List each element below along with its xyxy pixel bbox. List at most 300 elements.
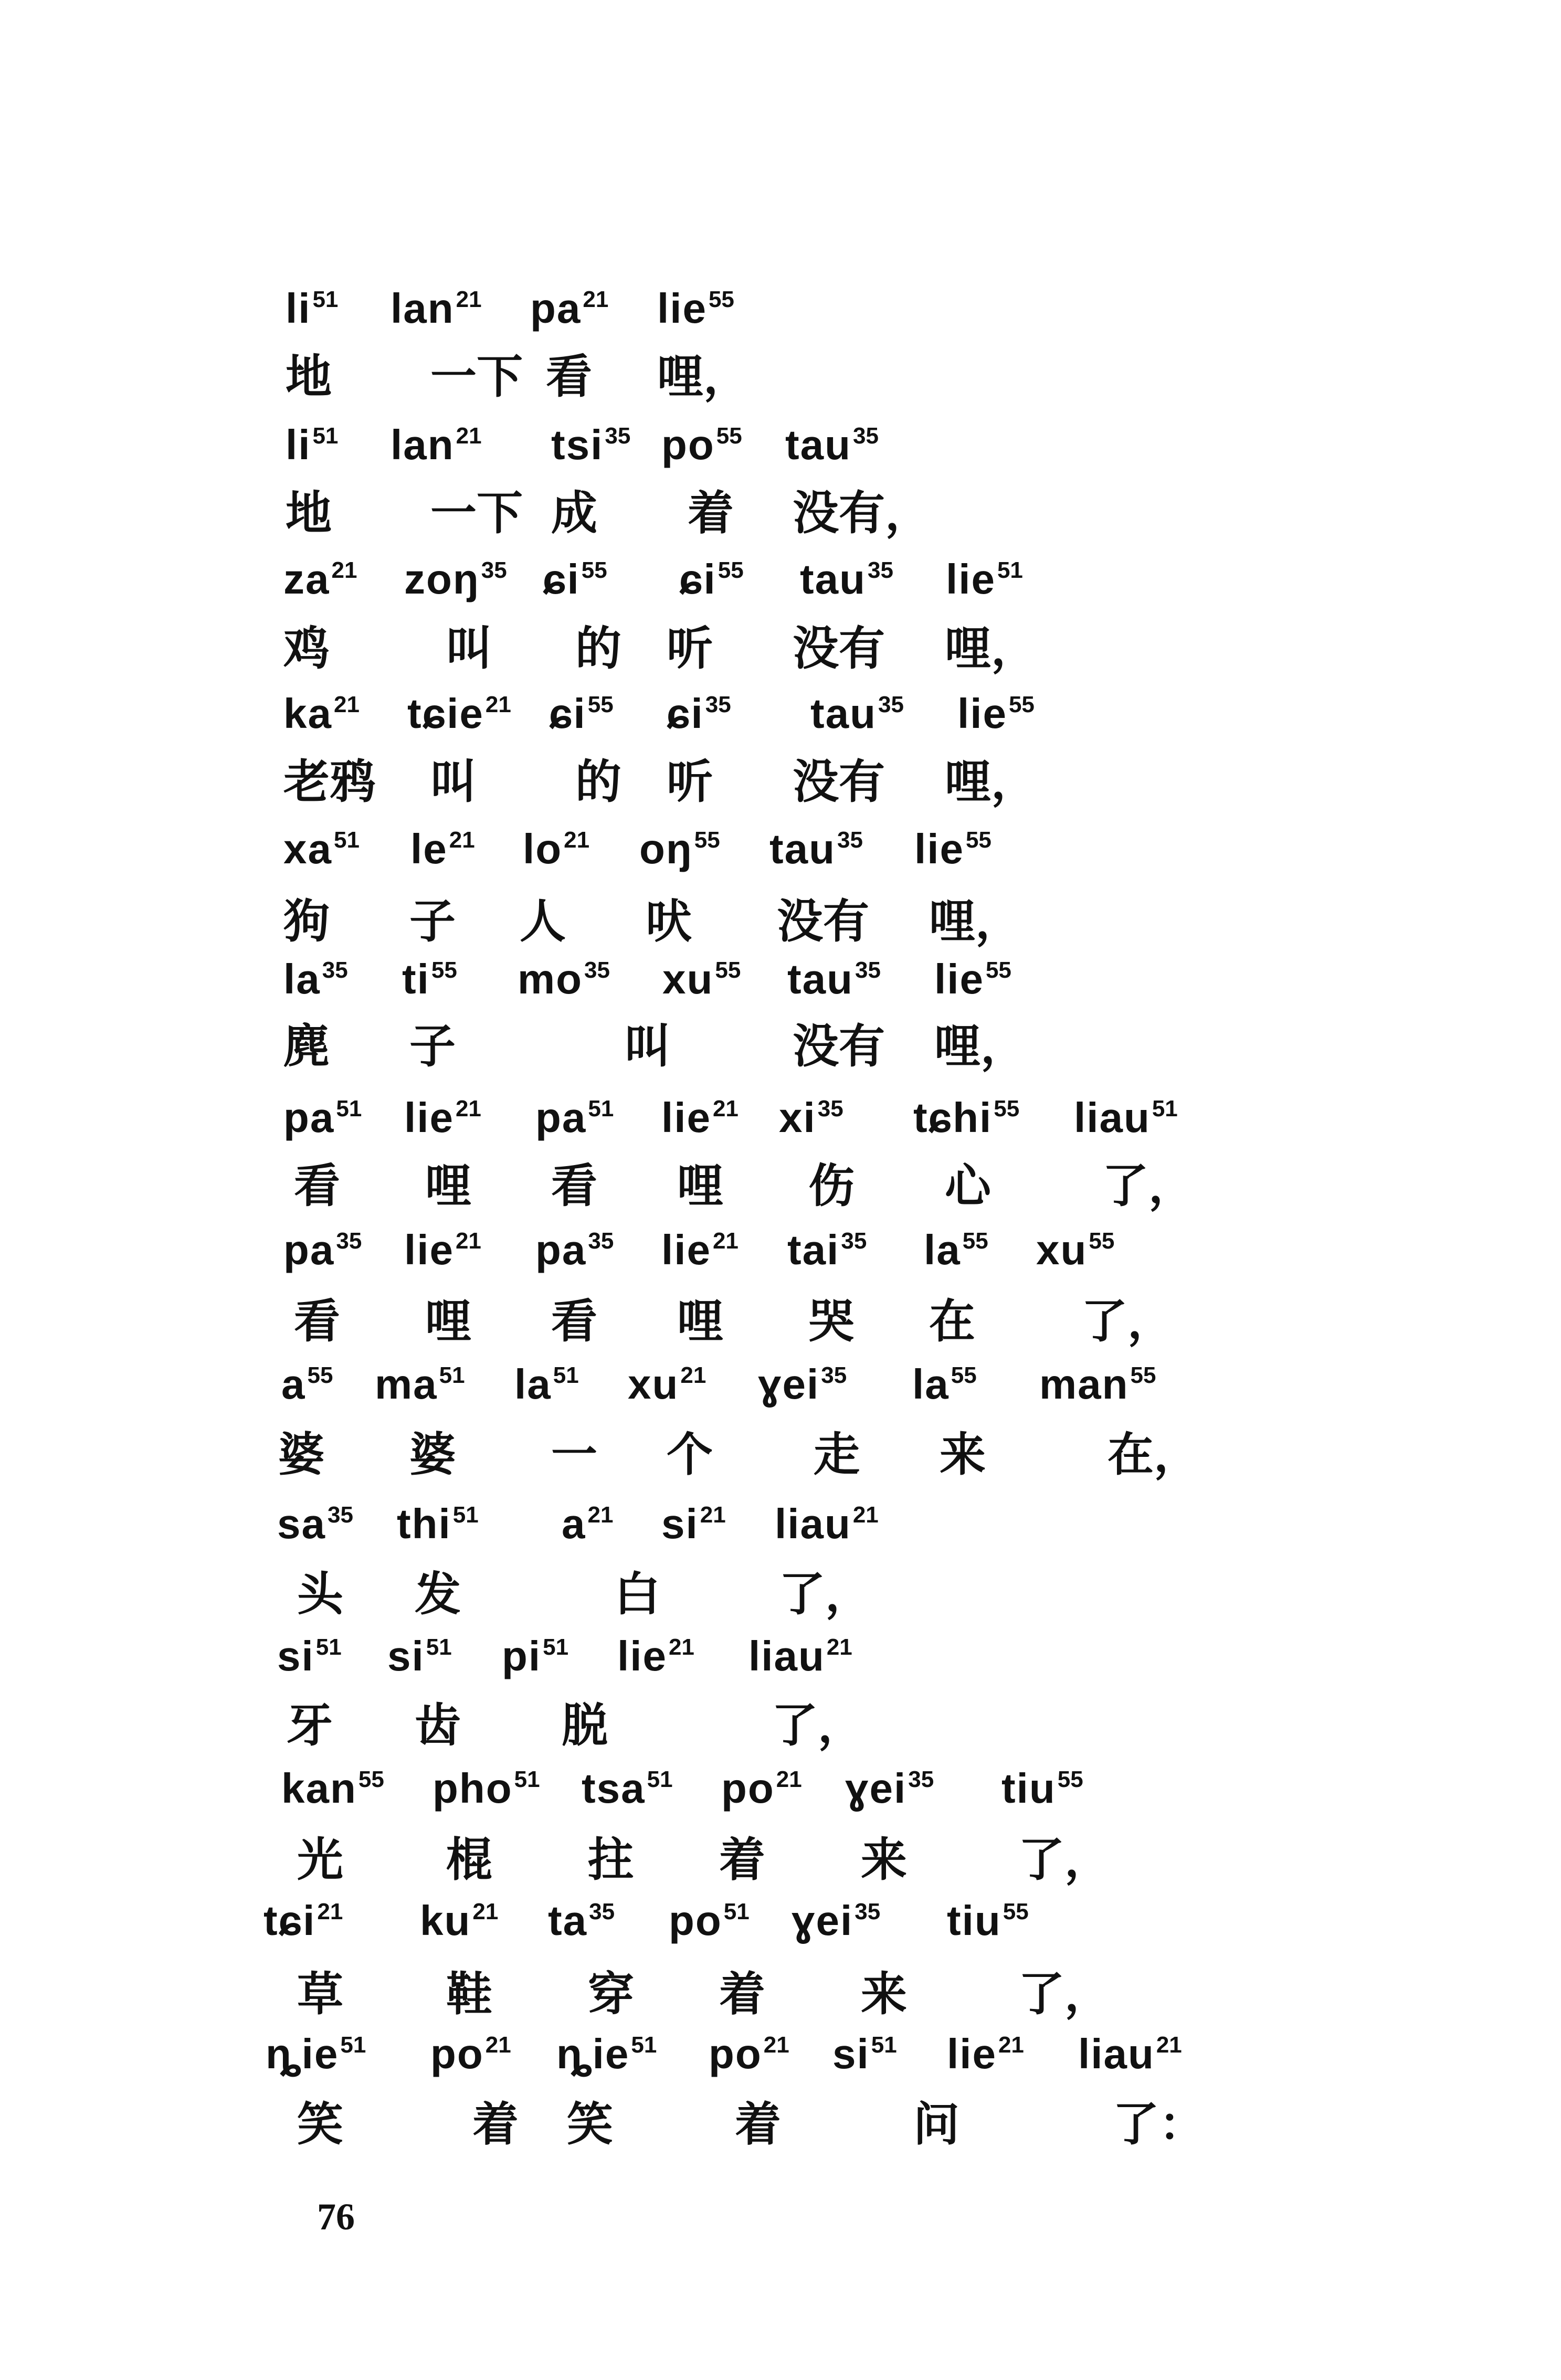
phonetic-syllable	[391, 285, 482, 332]
syllable-base: oŋ	[639, 826, 693, 872]
phonetic-syllable	[1078, 2030, 1182, 2077]
tone-number: 21	[583, 287, 609, 312]
gloss-word: 哩，	[945, 621, 1038, 675]
syllable-base: tɕhi	[913, 1094, 993, 1141]
syllable-base: ȵie	[266, 2030, 339, 2077]
phonetic-syllable	[430, 2030, 511, 2077]
tone-number: 51	[543, 1634, 569, 1660]
gloss-word: 没有	[793, 621, 885, 675]
gloss-word: 婆	[409, 1427, 456, 1482]
phonetic-syllable	[283, 690, 360, 737]
gloss-word: 看	[294, 1159, 341, 1213]
syllable-base: lie	[661, 1226, 711, 1273]
gloss-word: 哩，	[945, 755, 1038, 809]
syllable-base: sa	[277, 1500, 326, 1547]
tone-number: 21	[700, 1502, 726, 1528]
syllable-base: liau	[748, 1633, 825, 1679]
phonetic-syllable	[283, 1226, 362, 1273]
syllable-base: la	[924, 1226, 961, 1273]
phonetic-syllable	[266, 2030, 366, 2077]
syllable-base: po	[661, 421, 715, 468]
phonetic-syllable	[661, 421, 742, 468]
gloss-word: 着	[472, 2097, 519, 2151]
phonetic-syllable	[514, 1361, 579, 1408]
syllable-base: ti	[402, 956, 430, 1002]
gloss-word: 哩	[425, 1294, 472, 1348]
phonetic-line	[0, 690, 1561, 761]
gloss-word: 叫	[430, 755, 477, 809]
syllable-base: si	[277, 1633, 314, 1679]
gloss-word: 伤	[808, 1159, 855, 1213]
phonetic-syllable	[549, 690, 614, 737]
tone-number: 51	[452, 1502, 479, 1528]
syllable-base: lan	[391, 421, 455, 468]
gloss-word: 了：	[1113, 2097, 1206, 2151]
tone-number: 55	[694, 827, 720, 853]
tone-number: 35	[322, 957, 348, 983]
gloss-word: 的	[575, 755, 622, 809]
phonetic-syllable	[404, 558, 507, 600]
phonetic-syllable	[785, 421, 879, 468]
tone-number: 51	[336, 1096, 362, 1122]
gloss-word: 子	[409, 894, 456, 948]
syllable-base: lie	[617, 1633, 667, 1679]
syllable-base: ma	[375, 1361, 438, 1408]
syllable-base: tsi	[551, 421, 604, 468]
phonetic-syllable	[502, 1635, 568, 1677]
tone-number: 35	[605, 423, 631, 449]
gloss-word: 哩，	[929, 894, 1022, 948]
gloss-word: 吠	[646, 894, 692, 948]
phonetic-syllable	[523, 828, 589, 870]
syllable-base: tau	[785, 421, 851, 468]
tone-number: 21	[680, 1362, 706, 1388]
tone-number: 55	[1057, 1767, 1083, 1792]
syllable-base: tsa	[582, 1765, 646, 1812]
phonetic-syllable	[709, 2030, 789, 2077]
syllable-base: ɣei	[758, 1361, 820, 1408]
phonetic-syllable	[661, 1500, 726, 1547]
tone-number: 35	[821, 1362, 847, 1388]
syllable-base: lie	[957, 690, 1007, 737]
syllable-base: pa	[283, 1226, 335, 1273]
gloss-word: 了，	[1018, 1833, 1111, 1887]
phonetic-syllable	[263, 1897, 343, 1944]
gloss-line	[0, 350, 1561, 422]
tone-number: 55	[431, 957, 457, 983]
gloss-line	[0, 486, 1561, 558]
gloss-word: 成	[551, 486, 598, 540]
phonetic-syllable	[543, 558, 607, 600]
syllable-base: ka	[283, 690, 332, 737]
syllable-base: kan	[281, 1765, 357, 1812]
gloss-word: 鞋	[446, 1967, 493, 2021]
syllable-base: lan	[391, 285, 455, 332]
gloss-line	[0, 1159, 1561, 1231]
gloss-word: 没有，	[793, 486, 932, 540]
syllable-base: li	[286, 421, 311, 468]
syllable-base: pi	[502, 1633, 542, 1679]
tone-number: 35	[705, 692, 731, 717]
gloss-word: 笑	[567, 2097, 614, 2151]
syllable-base: ta	[548, 1897, 588, 1944]
phonetic-syllable	[518, 958, 610, 1000]
phonetic-syllable	[810, 690, 904, 737]
syllable-base: la	[912, 1361, 950, 1408]
tone-number: 21	[712, 1228, 739, 1254]
syllable-base: lie	[946, 556, 996, 602]
tone-number: 21	[852, 1502, 879, 1528]
tone-number: 21	[587, 1502, 614, 1528]
phonetic-line	[0, 285, 1561, 356]
syllable-base: xu	[662, 956, 714, 1002]
syllable-base: tau	[810, 690, 877, 737]
phonetic-syllable	[410, 828, 475, 870]
gloss-line	[0, 2097, 1561, 2170]
gloss-word: 着	[719, 1833, 766, 1887]
phonetic-syllable	[914, 828, 992, 870]
syllable-base: si	[661, 1500, 699, 1547]
syllable-base: po	[430, 2030, 484, 2077]
phonetic-syllable	[639, 828, 720, 870]
tone-number: 51	[647, 1767, 673, 1792]
gloss-word: 脱	[562, 1698, 608, 1752]
syllable-base: ɣei	[845, 1765, 907, 1812]
syllable-base: tiu	[1001, 1765, 1056, 1812]
gloss-word: 来	[861, 1833, 908, 1887]
tone-number: 35	[837, 827, 863, 853]
syllable-base: ɣei	[792, 1897, 853, 1944]
phonetic-syllable	[912, 1361, 977, 1408]
phonetic-syllable	[1039, 1361, 1156, 1408]
syllable-base: po	[669, 1897, 722, 1944]
phonetic-syllable	[946, 558, 1023, 600]
tone-number: 55	[994, 1096, 1020, 1122]
gloss-line	[0, 1567, 1561, 1639]
gloss-line	[0, 1833, 1561, 1905]
tone-number: 21	[333, 692, 360, 717]
gloss-line	[0, 621, 1561, 694]
phonetic-syllable	[617, 1635, 694, 1677]
phonetic-syllable	[433, 1765, 540, 1812]
phonetic-syllable	[1001, 1765, 1083, 1812]
gloss-word: 子	[409, 1019, 456, 1073]
tone-number: 51	[871, 2032, 897, 2058]
phonetic-syllable	[800, 558, 893, 600]
syllable-base: pa	[283, 1094, 335, 1141]
tone-number: 21	[455, 1096, 481, 1122]
syllable-base: man	[1039, 1361, 1129, 1408]
gloss-word: 着	[688, 486, 734, 540]
tone-number: 55	[716, 423, 742, 449]
gloss-word: 叫	[625, 1019, 671, 1073]
tone-number: 51	[588, 1096, 614, 1122]
gloss-word: 来	[861, 1967, 908, 2021]
syllable-base: xu	[1036, 1226, 1088, 1273]
syllable-base: xi	[779, 1094, 816, 1141]
tone-number: 35	[336, 1228, 362, 1254]
gloss-word: 没有	[777, 894, 870, 948]
syllable-base: tai	[787, 1226, 840, 1273]
syllable-base: po	[721, 1765, 775, 1812]
phonetic-line	[0, 1094, 1561, 1165]
gloss-word: 人	[520, 894, 566, 948]
phonetic-syllable	[281, 1765, 384, 1812]
tone-number: 55	[1130, 1362, 1156, 1388]
phonetic-syllable	[775, 1500, 879, 1547]
syllable-base: pho	[433, 1765, 513, 1812]
tone-number: 35	[868, 557, 893, 583]
tone-number: 51	[631, 2032, 657, 2058]
phonetic-syllable	[281, 1361, 333, 1408]
syllable-base: pa	[535, 1094, 587, 1141]
syllable-base: tiu	[947, 1897, 1001, 1944]
phonetic-syllable	[286, 421, 339, 468]
gloss-word: 鸡	[283, 621, 330, 675]
tone-number: 55	[718, 557, 744, 583]
tone-number: 35	[481, 557, 507, 583]
tone-number: 35	[327, 1502, 353, 1528]
phonetic-syllable	[420, 1897, 499, 1944]
gloss-word: 了，	[1018, 1967, 1111, 2021]
tone-number: 51	[333, 827, 360, 853]
phonetic-line	[0, 1500, 1561, 1571]
tone-number: 55	[581, 557, 607, 583]
gloss-word: 没有	[793, 1019, 885, 1073]
syllable-base: li	[286, 285, 311, 332]
gloss-word: 发	[415, 1567, 461, 1621]
syllable-base: tɕie	[407, 690, 484, 737]
syllable-base: liau	[1074, 1094, 1151, 1141]
tone-number: 55	[985, 957, 1011, 983]
gloss-word: 狗	[283, 894, 330, 948]
gloss-line	[0, 894, 1561, 967]
phonetic-syllable	[845, 1765, 934, 1812]
phonetic-syllable	[787, 1226, 867, 1273]
tone-number: 55	[965, 827, 992, 853]
tone-number: 35	[855, 1899, 881, 1924]
phonetic-syllable	[387, 1635, 452, 1677]
gloss-word: 个	[667, 1427, 713, 1482]
syllable-base: a	[281, 1361, 306, 1408]
tone-number: 51	[312, 423, 339, 449]
syllable-base: ku	[420, 1897, 471, 1944]
tone-number: 55	[951, 1362, 977, 1388]
phonetic-syllable	[283, 1094, 362, 1141]
gloss-word: 草	[297, 1967, 344, 2021]
phonetic-syllable	[748, 1635, 852, 1677]
syllable-base: si	[832, 2030, 870, 2077]
phonetic-syllable	[277, 1500, 353, 1547]
gloss-word: 光	[297, 1833, 344, 1887]
gloss-line	[0, 1967, 1561, 2039]
phonetic-syllable	[535, 1226, 614, 1273]
gloss-line	[0, 1294, 1561, 1367]
syllable-base: lie	[657, 285, 707, 332]
gloss-word: 来	[940, 1427, 986, 1482]
gloss-word: 一下	[430, 486, 523, 540]
gloss-word: 走	[814, 1427, 860, 1482]
gloss-word: 笑	[297, 2097, 344, 2151]
phonetic-syllable	[548, 1897, 615, 1944]
gloss-word: 着	[719, 1967, 766, 2021]
phonetic-syllable	[947, 2030, 1024, 2077]
phonetic-syllable	[628, 1361, 706, 1408]
phonetic-line	[0, 2030, 1561, 2101]
syllable-base: ɕi	[667, 690, 704, 737]
phonetic-syllable	[779, 1094, 843, 1141]
syllable-base: xu	[628, 1361, 679, 1408]
tone-number: 55	[715, 957, 741, 983]
tone-number: 35	[589, 1899, 615, 1924]
gloss-word: 棍	[446, 1833, 493, 1887]
tone-number: 35	[878, 692, 904, 717]
syllable-base: ȵie	[556, 2030, 630, 2077]
tone-number: 55	[1003, 1899, 1029, 1924]
syllable-base: ɕi	[679, 556, 716, 602]
syllable-base: a	[562, 1500, 586, 1547]
syllable-base: liau	[1078, 2030, 1155, 2077]
gloss-line	[0, 755, 1561, 827]
tone-number: 51	[312, 287, 339, 312]
tone-number: 35	[908, 1767, 934, 1792]
tone-number: 21	[456, 287, 482, 312]
tone-number: 35	[853, 423, 879, 449]
tone-number: 21	[776, 1767, 802, 1792]
phonetic-syllable	[934, 958, 1011, 1000]
gloss-word: 问	[913, 2097, 960, 2151]
phonetic-syllable	[758, 1361, 847, 1408]
phonetic-line	[0, 558, 1561, 627]
phonetic-syllable	[375, 1361, 465, 1408]
phonetic-syllable	[283, 958, 348, 1000]
gloss-word: 在	[929, 1294, 976, 1348]
tone-number: 21	[763, 2032, 789, 2058]
gloss-word: 了，	[772, 1698, 864, 1752]
phonetic-syllable	[404, 1094, 481, 1141]
gloss-word: 地	[286, 486, 332, 540]
gloss-word: 的	[575, 621, 622, 675]
gloss-word: 心	[945, 1159, 992, 1213]
gloss-word: 齿	[415, 1698, 461, 1752]
tone-number: 51	[997, 557, 1023, 583]
tone-number: 55	[587, 692, 614, 717]
phonetic-syllable	[662, 958, 741, 1000]
phonetic-syllable	[667, 690, 731, 737]
gloss-word: 看	[546, 350, 593, 404]
gloss-line	[0, 1698, 1561, 1771]
gloss-word: 哩	[425, 1159, 472, 1213]
syllable-base: pa	[535, 1226, 587, 1273]
phonetic-syllable	[286, 285, 339, 332]
tone-number: 55	[962, 1228, 988, 1254]
gloss-word: 头	[297, 1567, 344, 1621]
phonetic-syllable	[679, 558, 744, 600]
gloss-word: 哩，	[657, 350, 750, 404]
tone-number: 51	[1152, 1096, 1178, 1122]
tone-number: 55	[708, 287, 734, 312]
tone-number: 21	[668, 1634, 694, 1660]
syllable-base: tɕi	[263, 1897, 316, 1944]
phonetic-syllable	[787, 958, 881, 1000]
syllable-base: tau	[787, 956, 853, 1002]
tone-number: 21	[331, 557, 357, 583]
tone-number: 21	[826, 1634, 852, 1660]
phonetic-syllable	[402, 958, 457, 1000]
tone-number: 21	[456, 423, 482, 449]
tone-number: 35	[817, 1096, 843, 1122]
tone-number: 55	[358, 1767, 384, 1792]
syllable-base: liau	[775, 1500, 851, 1547]
phonetic-syllable	[721, 1765, 802, 1812]
phonetic-syllable	[832, 2030, 897, 2077]
gloss-word: 婆	[278, 1427, 325, 1482]
syllable-base: lie	[661, 1094, 711, 1141]
syllable-base: mo	[518, 956, 583, 1002]
gloss-word: 地	[286, 350, 332, 404]
page-number: 76	[317, 2196, 355, 2238]
tone-number: 35	[588, 1228, 614, 1254]
syllable-base: la	[283, 956, 321, 1002]
phonetic-syllable	[669, 1897, 750, 1944]
tone-number: 51	[340, 2032, 366, 2058]
gloss-word: 穿	[588, 1967, 635, 2021]
tone-number: 21	[998, 2032, 1024, 2058]
gloss-word: 哩	[677, 1159, 724, 1213]
phonetic-line	[0, 1897, 1561, 1968]
syllable-base: lie	[404, 1226, 454, 1273]
tone-number: 55	[1089, 1228, 1115, 1254]
tone-number: 51	[553, 1362, 579, 1388]
gloss-word: 没有	[793, 755, 885, 809]
gloss-word: 哩	[677, 1294, 724, 1348]
tone-number: 21	[472, 1899, 499, 1924]
tone-number: 55	[1008, 692, 1035, 717]
tone-number: 51	[514, 1767, 540, 1792]
phonetic-syllable	[792, 1897, 881, 1944]
syllable-base: pa	[530, 285, 582, 332]
phonetic-line	[0, 1635, 1561, 1704]
phonetic-syllable	[1036, 1226, 1115, 1273]
gloss-word: 叫	[446, 621, 493, 675]
gloss-word: 看	[551, 1159, 598, 1213]
phonetic-line	[0, 1226, 1561, 1297]
phonetic-line	[0, 828, 1561, 896]
tone-number: 51	[315, 1634, 342, 1660]
phonetic-syllable	[551, 421, 631, 468]
tone-number: 21	[455, 1228, 481, 1254]
phonetic-syllable	[582, 1765, 673, 1812]
syllable-base: ɕi	[549, 690, 586, 737]
tone-number: 35	[855, 957, 881, 983]
syllable-base: si	[387, 1633, 425, 1679]
gloss-word: 哭	[808, 1294, 855, 1348]
phonetic-syllable	[277, 1635, 342, 1677]
phonetic-line	[0, 958, 1561, 1027]
phonetic-line	[0, 1765, 1561, 1836]
gloss-word: 看	[551, 1294, 598, 1348]
gloss-word: 白	[614, 1567, 661, 1621]
tone-number: 51	[439, 1362, 465, 1388]
tone-number: 35	[584, 957, 610, 983]
gloss-word: 老鸦	[283, 755, 376, 809]
phonetic-syllable	[1074, 1094, 1178, 1141]
tone-number: 21	[1156, 2032, 1182, 2058]
tone-number: 21	[564, 827, 590, 853]
gloss-word: 麂	[283, 1019, 330, 1073]
gloss-word: 着	[735, 2097, 782, 2151]
syllable-base: xa	[283, 826, 332, 872]
